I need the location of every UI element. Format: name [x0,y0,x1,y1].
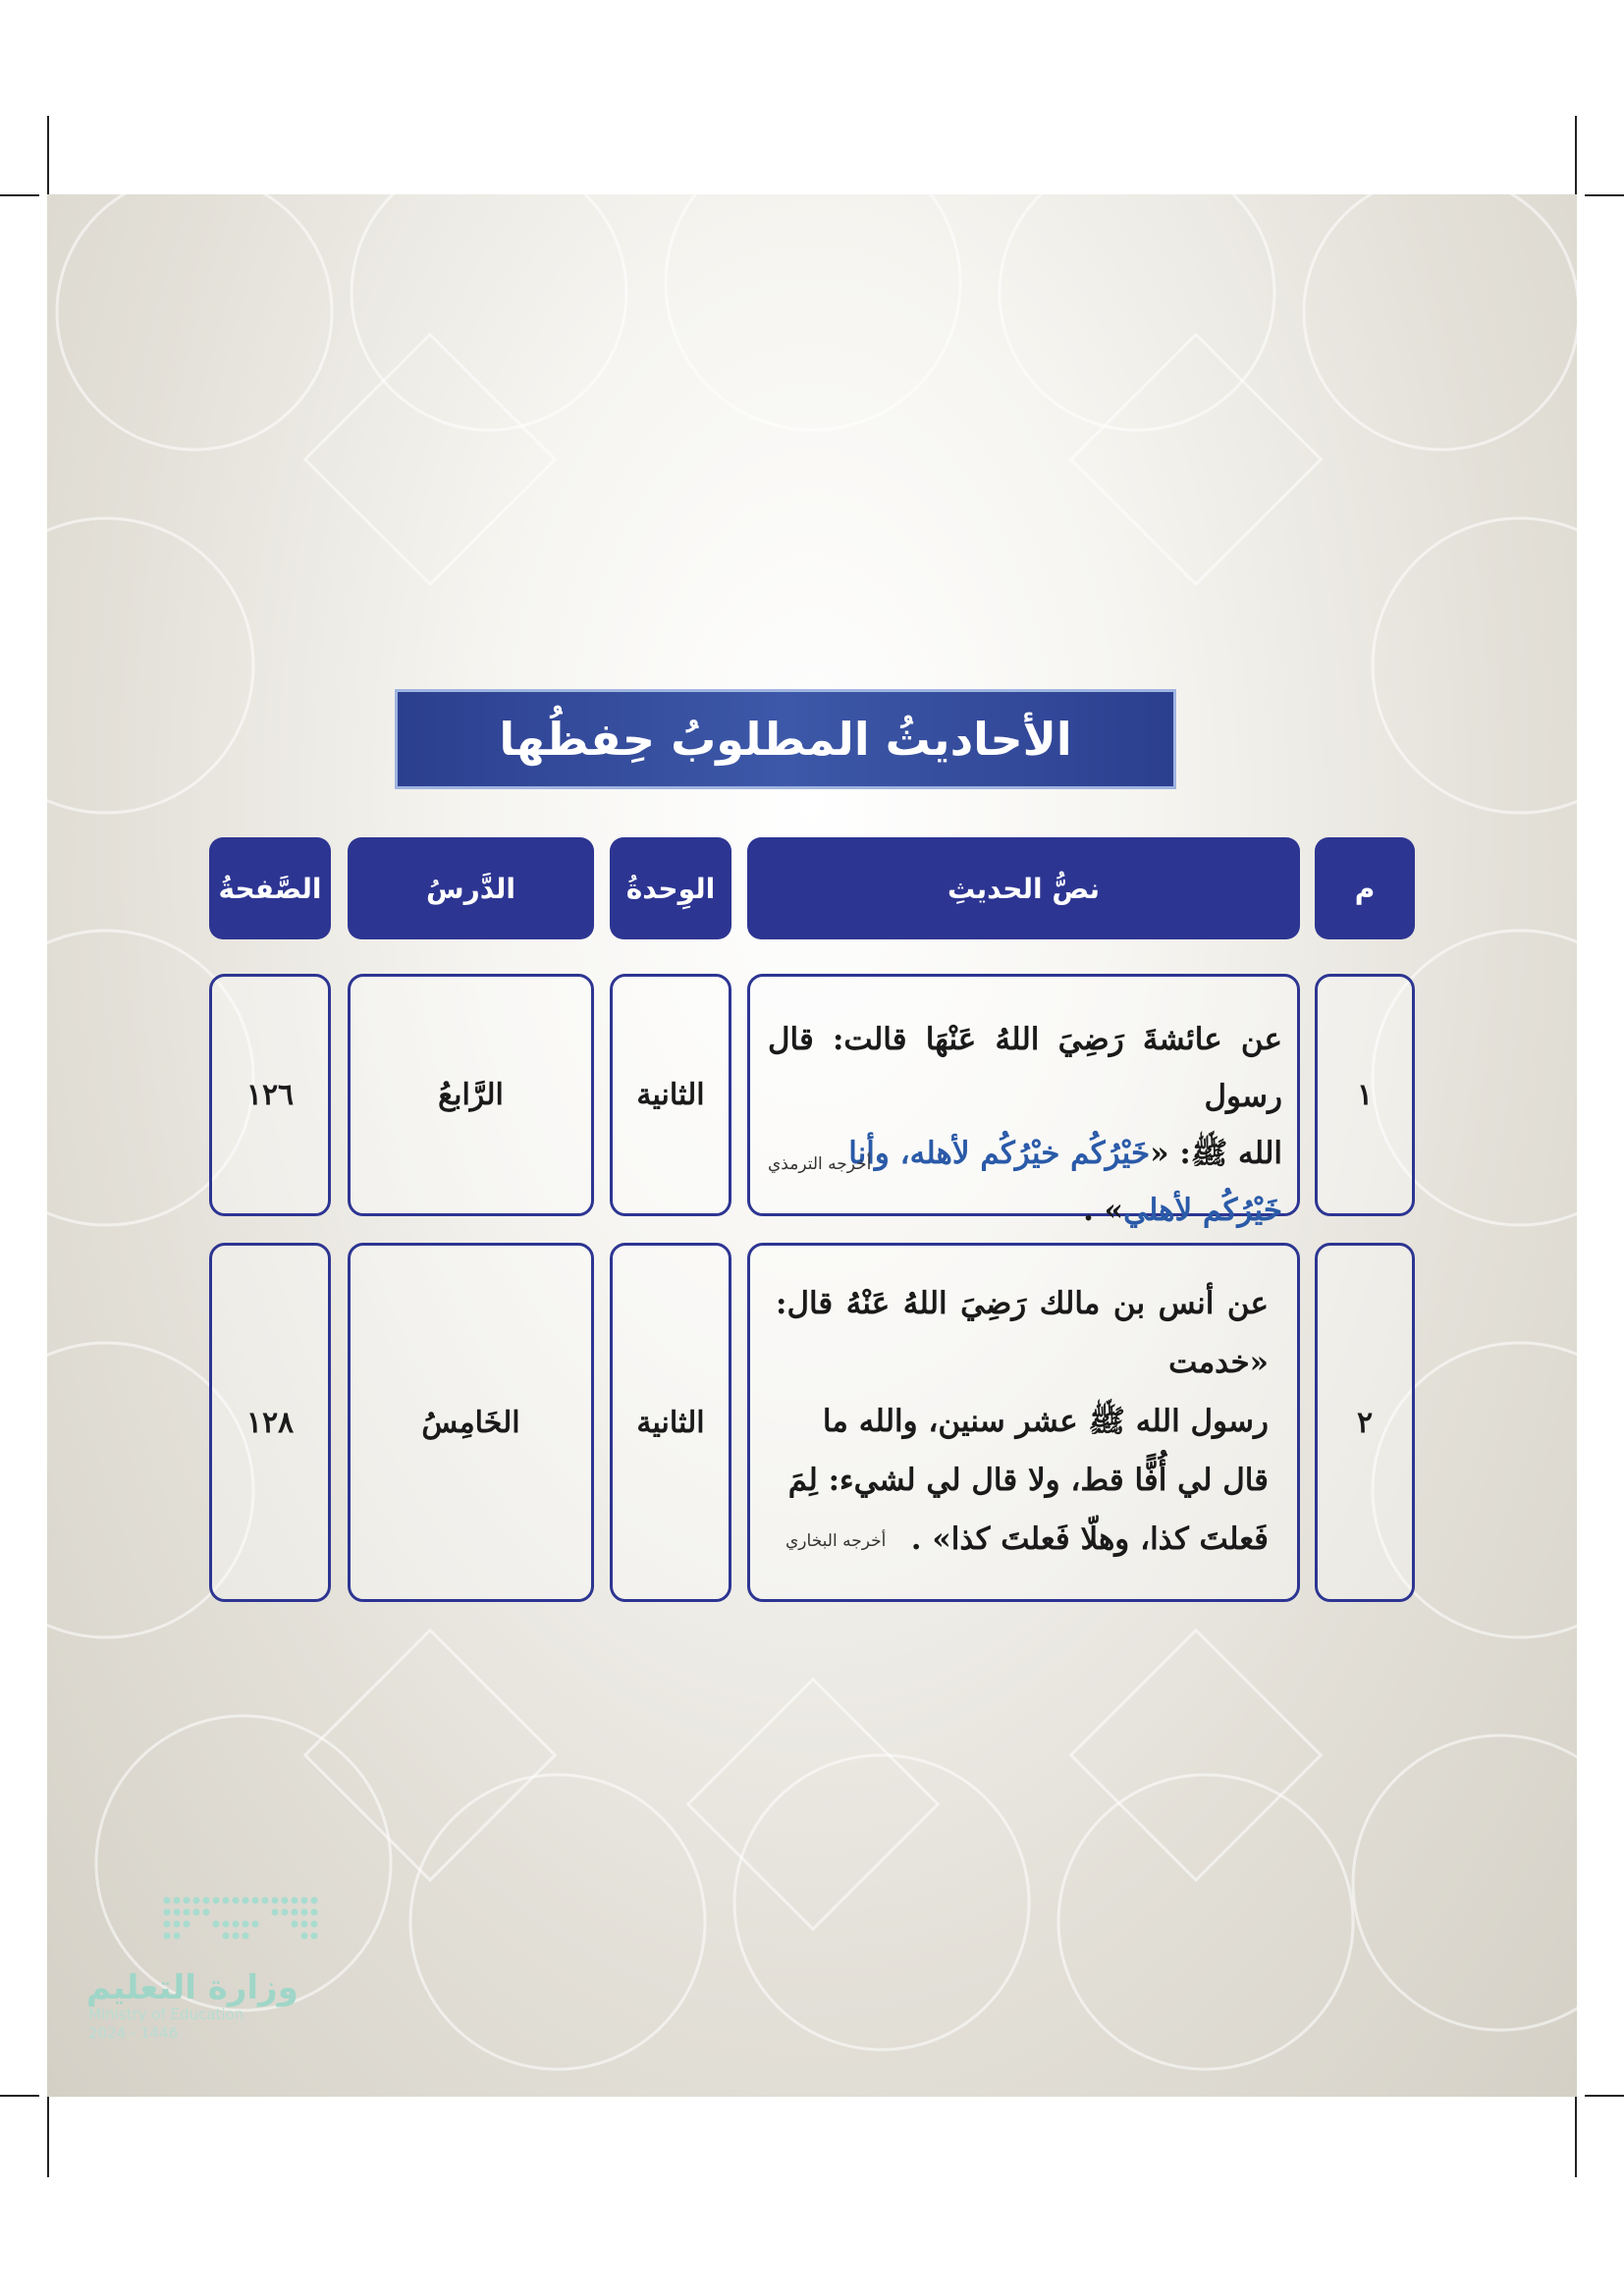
hadith-line: قال لي أُفًّا قط، ولا قال لي لشيء: لِمَ [787,1463,1269,1498]
row2-source: أخرجه البخاري [785,1531,887,1551]
crop-mark [1575,2097,1577,2177]
header-number: م [1315,837,1415,939]
page-title: الأحاديثُ المطلوبُ حِفظُها [499,713,1072,766]
row2-unit: الثانية [610,1243,731,1602]
ministry-year: 2024 - 1446 [88,2024,179,2042]
row2-page: ١٢٨ [209,1243,331,1602]
row1-unit: الثانية [610,974,731,1216]
crop-mark [1585,194,1624,196]
hadith-line: عن أنس بن مالك رَضِيَ اللهُ عَنْهُ قال: «خدمت [776,1286,1269,1380]
row1-number: ١ [1315,974,1415,1216]
ministry-logo-icon [108,1893,324,1961]
hadith-line: رسول الله ﷺ عشر سنين، والله ما [822,1404,1269,1439]
ministry-name: وزارة التعليم [86,1968,298,2007]
row2-hadith-text [776,1274,1269,1569]
title-banner [395,689,1176,789]
header-text: نصُّ الحديثِ [747,837,1300,939]
row1-source: أخرجه الترمذي [768,1154,872,1174]
header-lesson: الدَّرسُ [348,837,594,939]
crop-mark [0,194,39,196]
header-page: الصَّفحةُ [209,837,331,939]
row1-page: ١٢٦ [209,974,331,1216]
header-unit: الوِحدةُ [610,837,731,939]
crop-mark [47,116,49,196]
crop-mark [47,2097,49,2177]
hadith-line: الله ﷺ: «خَيْرُكُم خيْرُكُم لأهله، وأنا [848,1136,1282,1171]
row2-number: ٢ [1315,1243,1415,1602]
hadith-line: عن عائشةَ رَضِيَ اللهُ عَنْهَا قالت: قال رسول [768,1022,1282,1114]
crop-mark [0,2095,39,2097]
crop-mark [1575,116,1577,196]
crop-mark [1585,2095,1624,2097]
hadith-line: فَعلتَ كذا، وهلّا فَعلتَ كذا» . [910,1522,1269,1557]
row2-lesson: الخَامِسُ [348,1243,594,1602]
row1-lesson: الرَّابعُ [348,974,594,1216]
row1-hadith-text [768,1011,1282,1239]
ministry-subtitle: Ministry of Education [88,2005,244,2023]
hadith-line: خَيْرُكُم لأهلي» . [1083,1193,1282,1228]
